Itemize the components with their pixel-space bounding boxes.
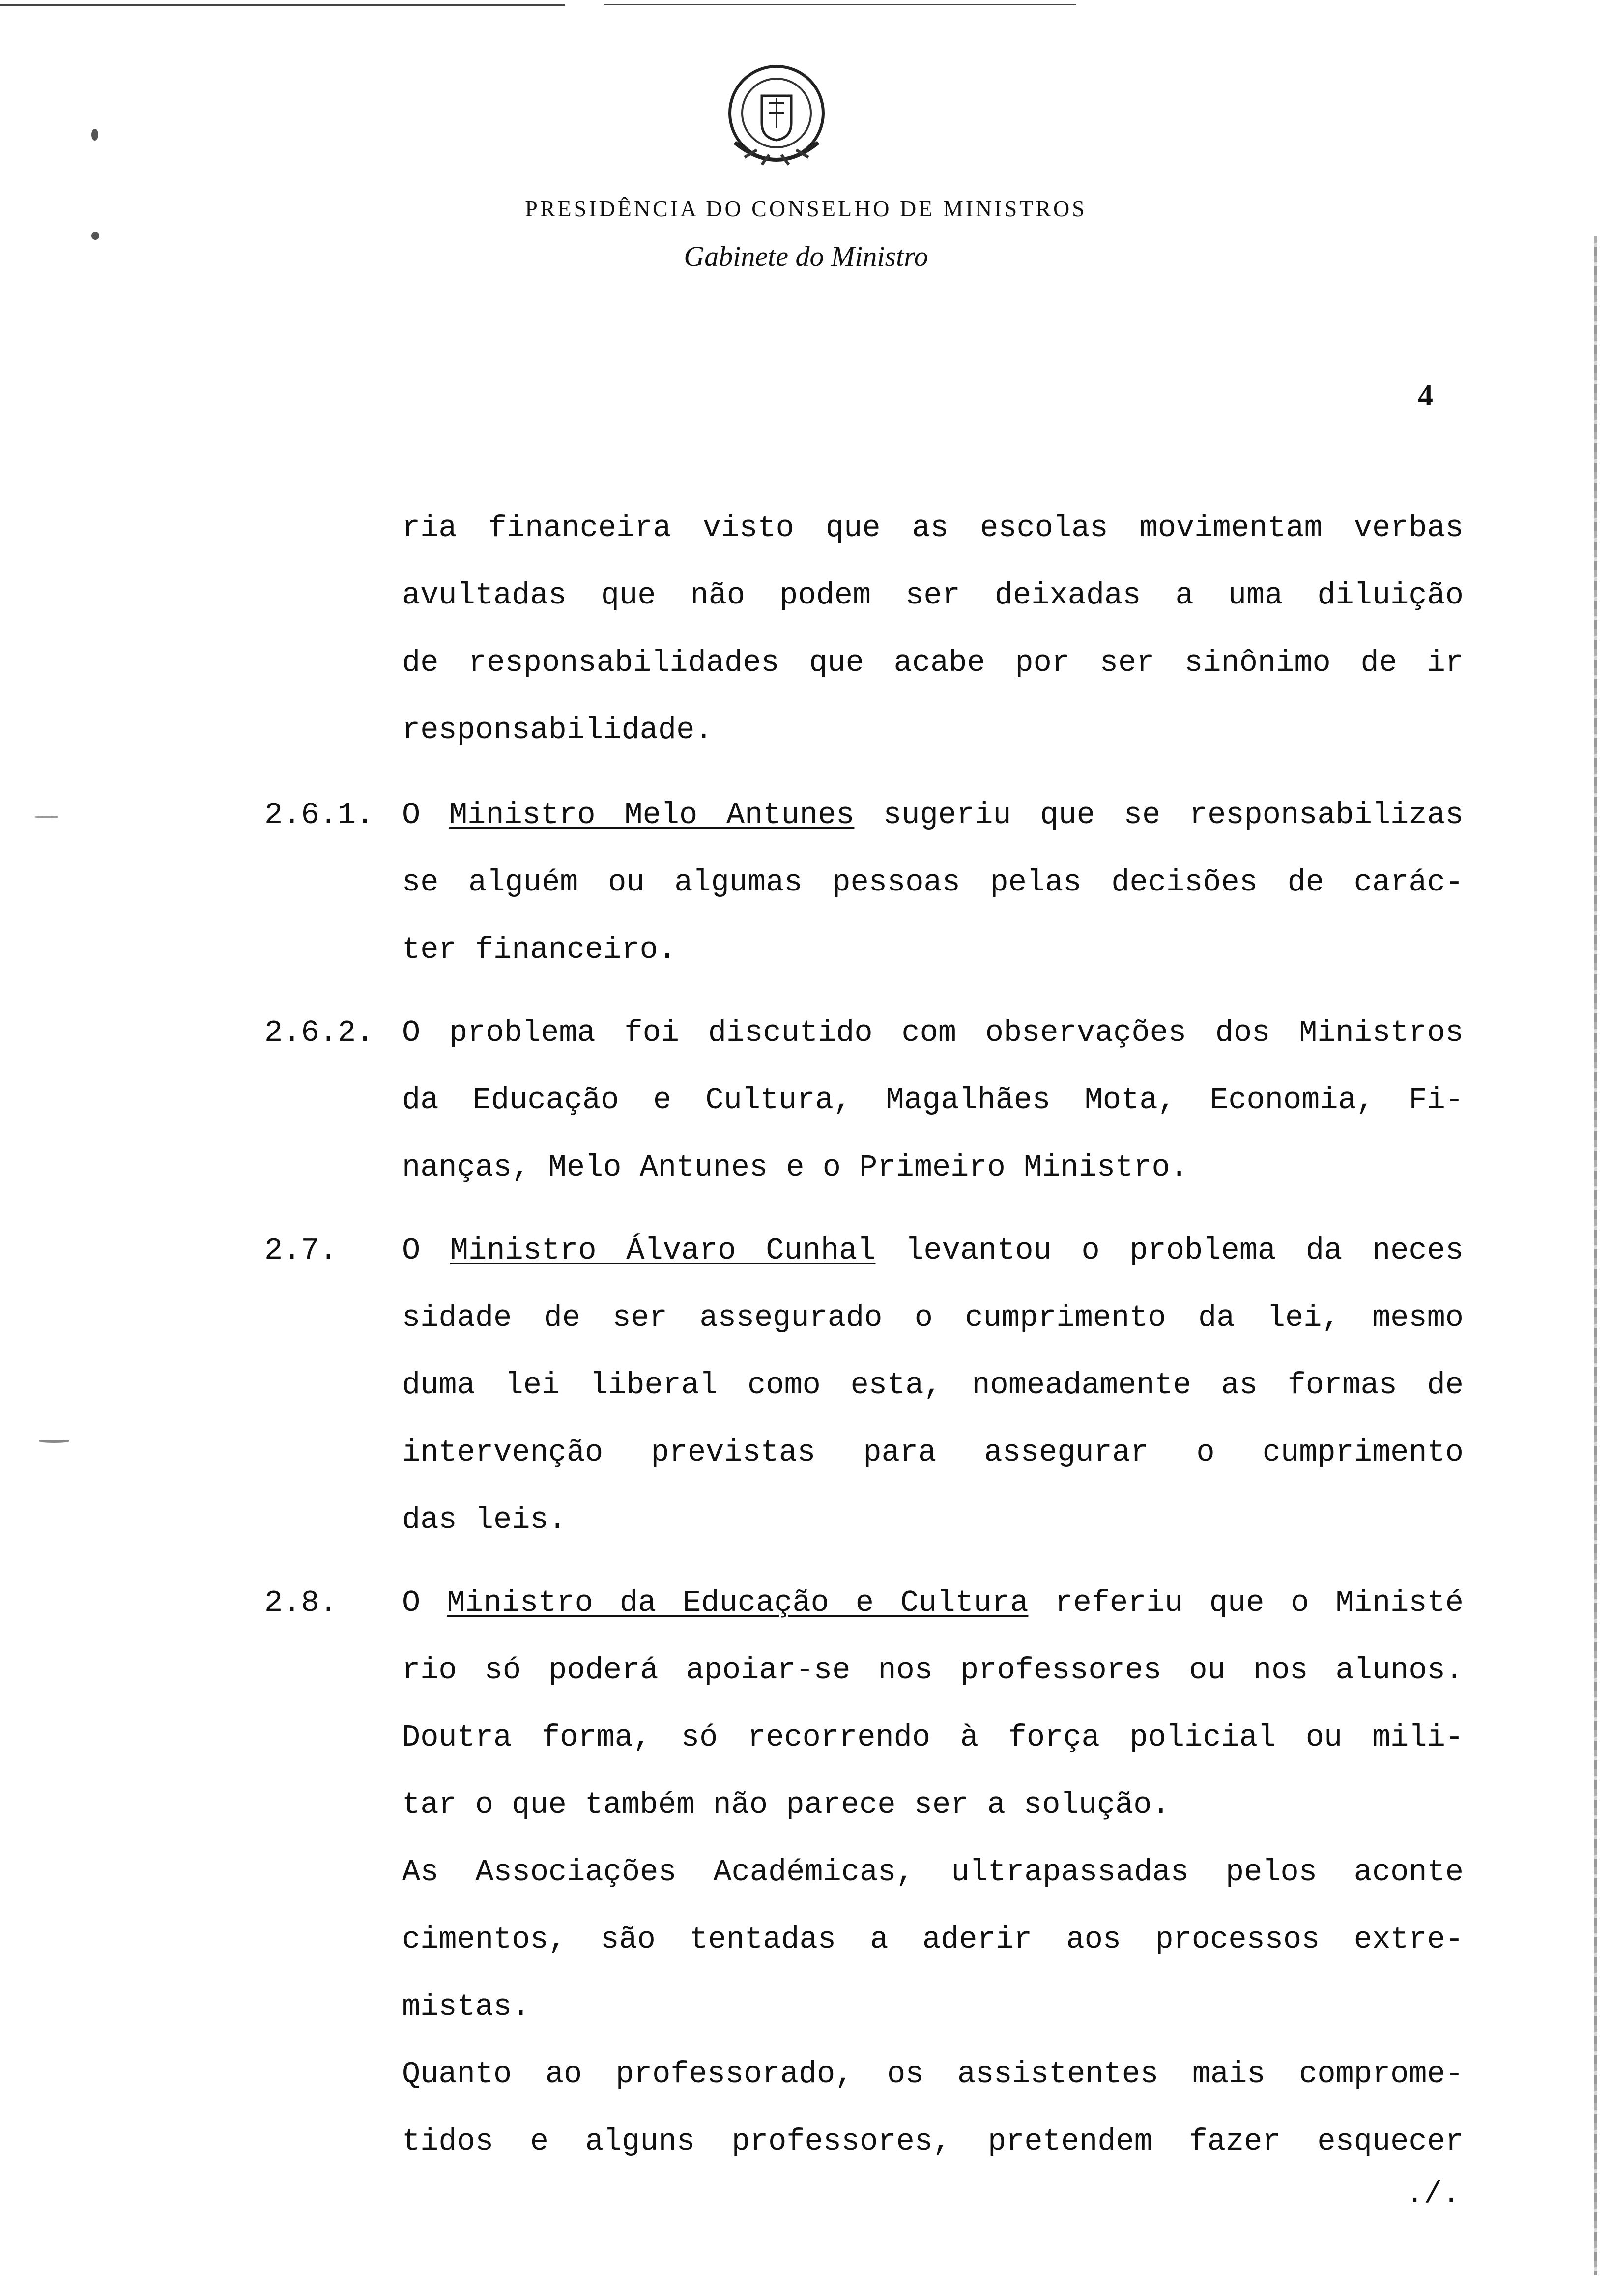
- body-line: cimentos, são tentadas a aderir aos processos extre-: [402, 1922, 1464, 1957]
- body-line: O Ministro Álvaro Cunhal levantou o problema da neces: [402, 1233, 1464, 1268]
- body-line: ter financeiro.: [402, 932, 677, 967]
- body-line: rio só poderá apoiar-se nos professores ou nos alunos.: [402, 1653, 1464, 1688]
- body-line: nanças, Melo Antunes e o Primeiro Ministro.: [402, 1150, 1188, 1185]
- body-line: As Associações Académicas, ultrapassadas pelos aconte: [402, 1855, 1464, 1890]
- continuation-mark: ./.: [1406, 2177, 1461, 2211]
- body-line: das leis.: [402, 1502, 567, 1537]
- item-number: 2.7.: [264, 1233, 338, 1268]
- body-line: Doutra forma, só recorrendo à força policial ou mili-: [402, 1720, 1464, 1755]
- minister-name: Ministro Álvaro Cunhal: [450, 1233, 876, 1268]
- header-title: PRESIDÊNCIA DO CONSELHO DE MINISTROS: [525, 196, 1087, 221]
- header-subtitle: Gabinete do Ministro: [684, 240, 928, 272]
- item-number: 2.6.1.: [264, 798, 374, 832]
- body-line: tar o que também não parece ser a solução.: [402, 1787, 1170, 1822]
- body-line: O Ministro da Educação e Cultura referiu que o Ministé: [402, 1585, 1464, 1620]
- minister-name: Ministro da Educação e Cultura: [447, 1585, 1029, 1620]
- scan-speck: [91, 232, 99, 240]
- item-number: 2.6.2.: [264, 1015, 374, 1050]
- body-line: Quanto ao professorado, os assistentes mais comprome-: [402, 2057, 1464, 2092]
- scan-right-edge: [1594, 236, 1597, 2275]
- minister-name: Ministro Melo Antunes: [449, 798, 855, 832]
- item-number: 2.8.: [264, 1585, 338, 1620]
- body-line: de responsabilidades que acabe por ser sinônimo de ir: [402, 645, 1464, 680]
- body-line: O Ministro Melo Antunes sugeriu que se responsabilizas: [402, 798, 1464, 832]
- body-line: avultadas que não podem ser deixadas a uma diluição: [402, 578, 1464, 613]
- body-line: duma lei liberal como esta, nomeadamente as formas de: [402, 1368, 1464, 1403]
- scan-speck: [91, 129, 98, 141]
- body-line: se alguém ou algumas pessoas pelas decisões de carác-: [402, 865, 1464, 900]
- coat-of-arms-seal: [715, 59, 838, 187]
- scan-speck: [34, 816, 59, 818]
- scan-speck: [39, 1440, 69, 1443]
- body-line: sidade de ser assegurado o cumprimento da lei, mesmo: [402, 1300, 1464, 1335]
- scan-edge-line: [0, 4, 565, 6]
- body-line: tidos e alguns professores, pretendem fazer esquecer: [402, 2124, 1464, 2159]
- body-line: O problema foi discutido com observações dos Ministros: [402, 1015, 1464, 1050]
- body-line: da Educação e Cultura, Magalhães Mota, Economia, Fi-: [402, 1083, 1464, 1118]
- body-line: mistas.: [402, 1989, 530, 2024]
- body-line: responsabilidade.: [402, 713, 713, 747]
- body-line: ria financeira visto que as escolas movimentam verbas: [402, 511, 1464, 545]
- body-line: intervenção previstas para assegurar o cumprimento: [402, 1435, 1464, 1470]
- scan-edge-line: [604, 4, 1076, 5]
- page-number: 4: [1418, 379, 1433, 412]
